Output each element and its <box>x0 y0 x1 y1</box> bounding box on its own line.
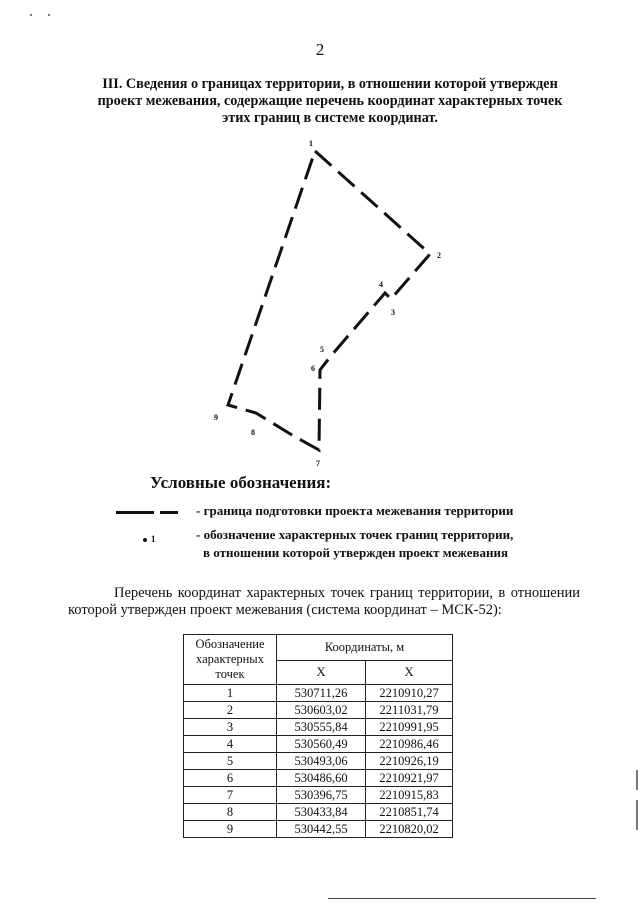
y-coordinate-cell: 2210820,02 <box>366 821 453 838</box>
table-row <box>184 804 453 821</box>
x-coordinate-cell: 530493,06 <box>277 753 366 770</box>
table-row <box>184 821 453 838</box>
point-cell: 7 <box>184 787 277 804</box>
point-label: 8 <box>251 428 255 437</box>
page-number: 2 <box>315 40 325 59</box>
point-cell: 3 <box>184 719 277 736</box>
table-row <box>184 787 453 804</box>
x-coordinate-cell: 530433,84 <box>277 804 366 821</box>
y-coordinate-cell: 2211031,79 <box>366 702 453 719</box>
x-coordinate-cell: 530555,84 <box>277 719 366 736</box>
legend-point-text: в отношении которой утвержден проект межевания <box>203 545 508 560</box>
y-coordinate-cell: 2210915,83 <box>366 787 453 804</box>
point-label: 4 <box>379 280 383 289</box>
scan-edge-mark <box>636 770 638 790</box>
point-cell: 6 <box>184 770 277 787</box>
point-label: 9 <box>214 413 218 422</box>
table-header-y: X <box>366 661 453 685</box>
y-coordinate-cell: 2210910,27 <box>366 685 453 702</box>
x-coordinate-cell: 530711,26 <box>277 685 366 702</box>
y-coordinate-cell: 2210986,46 <box>366 736 453 753</box>
section-title-line: проект межевания, содержащие перечень координат характерных точек <box>97 93 563 109</box>
point-cell: 1 <box>184 685 277 702</box>
legend-line-text: - граница подготовки проекта межевания территории <box>196 503 514 518</box>
table-header-coordinates: Координаты, м <box>277 635 453 661</box>
x-coordinate-cell: 530442,55 <box>277 821 366 838</box>
table-row <box>184 719 453 736</box>
table-row <box>184 702 453 719</box>
legend-point-number: 1 <box>151 534 156 544</box>
point-cell: 9 <box>184 821 277 838</box>
intro-line: Перечень координат характерных точек границ территории, в отношении <box>114 585 580 601</box>
x-coordinate-cell: 530603,02 <box>277 702 366 719</box>
legend-point-text: - обозначение характерных точек границ территории, <box>196 527 514 542</box>
point-cell: 8 <box>184 804 277 821</box>
table-row <box>184 770 453 787</box>
table-header-x: X <box>277 661 366 685</box>
y-coordinate-cell: 2210921,97 <box>366 770 453 787</box>
point-label: 7 <box>316 459 320 468</box>
point-label: 3 <box>391 308 395 317</box>
legend-line-symbol <box>116 511 178 514</box>
point-cell: 5 <box>184 753 277 770</box>
point-label: 5 <box>320 345 324 354</box>
table-header-point: Обозначение характерных точек <box>184 635 277 685</box>
y-coordinate-cell: 2210991,95 <box>366 719 453 736</box>
coordinates-intro <box>68 585 580 619</box>
section-title-line: III. Сведения о границах территории, в отношении которой утвержден <box>102 76 558 92</box>
table-row <box>184 685 453 702</box>
y-coordinate-cell: 2210851,74 <box>366 804 453 821</box>
y-coordinate-cell: 2210926,19 <box>366 753 453 770</box>
x-coordinate-cell: 530486,60 <box>277 770 366 787</box>
legend-point-symbol <box>143 534 156 544</box>
point-label: 6 <box>311 364 315 373</box>
coordinates-table <box>183 634 453 838</box>
table-row <box>184 753 453 770</box>
x-coordinate-cell: 530396,75 <box>277 787 366 804</box>
point-cell: 2 <box>184 702 277 719</box>
scan-edge-mark <box>636 800 638 830</box>
point-label: 2 <box>437 251 441 260</box>
footer-rule <box>328 898 596 899</box>
boundary-line <box>228 151 430 450</box>
table-row <box>184 736 453 753</box>
intro-line: которой утвержден проект межевания (система координат – МСК-52): <box>68 602 502 618</box>
point-label: 1 <box>309 139 313 148</box>
point-cell: 4 <box>184 736 277 753</box>
x-coordinate-cell: 530560,49 <box>277 736 366 753</box>
section-title-line: этих границ в системе координат. <box>222 110 438 126</box>
legend-title: Условные обозначения: <box>150 473 332 492</box>
